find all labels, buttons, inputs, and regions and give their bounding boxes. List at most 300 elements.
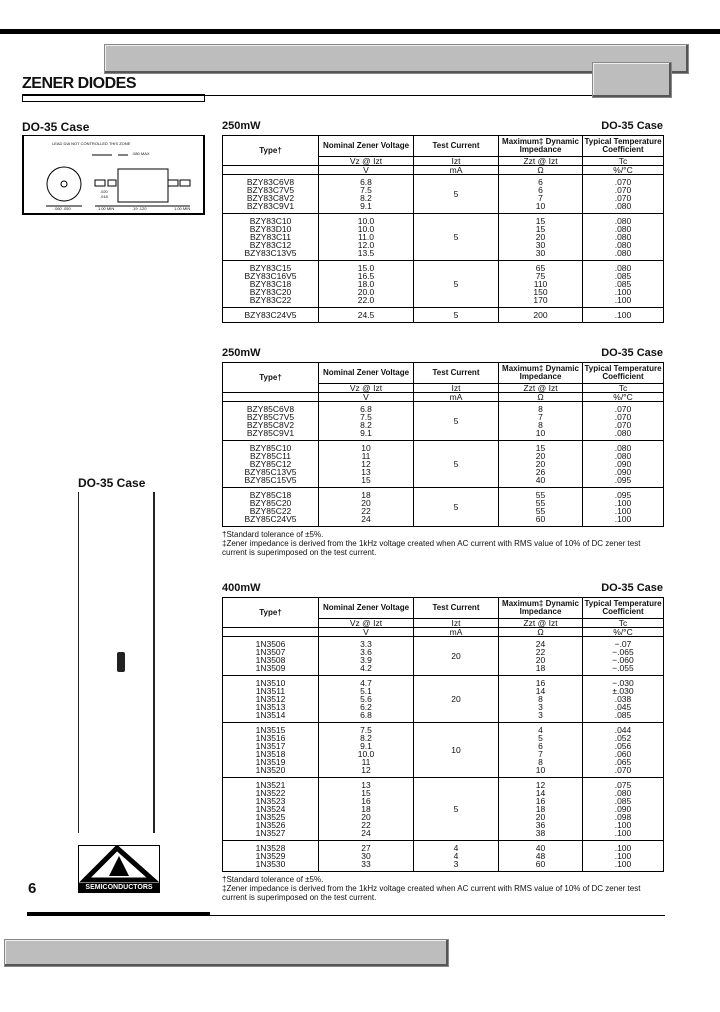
sym-vz: Vz @ Izt (319, 384, 414, 393)
sym-zzt: Zzt @ Izt (499, 619, 583, 628)
diode-icon (117, 652, 125, 672)
unit-row (223, 628, 664, 637)
unit-zzt: Ω (499, 166, 583, 175)
title-underline-box (22, 94, 205, 102)
cell: 4.2 (360, 663, 372, 673)
test-current: 5 (453, 459, 459, 469)
diagram-lead-len: 1.00 MIN (98, 206, 115, 211)
col-izt: Test Current (414, 136, 499, 157)
cell: 3.3 (360, 639, 372, 649)
cell: 1N3525 (255, 812, 286, 822)
cell: BZY85C24V5 (244, 514, 297, 524)
case-label: DO-35 Case (601, 347, 663, 359)
cell: BZY83C13V5 (244, 248, 297, 258)
table-row-group (223, 214, 664, 261)
col-type: Type† (223, 136, 319, 166)
cell: 6.8 (360, 177, 372, 187)
cell: BZY83C10 (249, 216, 292, 226)
cell: BZY85C7V5 (246, 412, 295, 422)
cell: .080 (614, 248, 632, 258)
test-current: 5 (453, 232, 459, 242)
cell: 15 (361, 788, 371, 798)
cell: .100 (614, 514, 632, 524)
cell: .085 (614, 710, 632, 720)
cell: 11 (361, 757, 371, 767)
case-heading-2: DO-35 Case (78, 476, 146, 490)
cell: 65 (535, 263, 546, 273)
cell: 22 (361, 820, 371, 830)
cell: 40 (535, 475, 546, 485)
table-row-group (223, 637, 664, 676)
table-row-group (223, 402, 664, 441)
cell: 6.8 (360, 404, 372, 414)
cell: 6 (538, 185, 543, 195)
cell: 16 (535, 796, 546, 806)
cell: 6 (538, 741, 543, 751)
cell: .080 (614, 216, 632, 226)
cell: 10 (535, 428, 546, 438)
cell: 1N3519 (255, 757, 286, 767)
table-row-group (223, 841, 664, 872)
cell: 110 (533, 279, 548, 289)
table-row-group (223, 175, 664, 214)
cell: .075 (614, 780, 632, 790)
cell: 12.0 (357, 240, 375, 250)
sym-izt: Izt (414, 619, 499, 628)
test-current: 5 (453, 416, 459, 426)
diagram-body-dia: .060 .050 (54, 206, 71, 211)
table-row-group (223, 723, 664, 778)
cell: 1N3510 (255, 678, 286, 688)
cell: BZY85C9V1 (246, 428, 295, 438)
table-section-1n35xx (222, 580, 663, 902)
cell: .095 (614, 475, 632, 485)
cell: 38 (535, 828, 546, 838)
cell: BZY85C15V5 (244, 475, 297, 485)
cell: .080 (614, 428, 632, 438)
cell: 1N3524 (255, 804, 286, 814)
cell: .100 (614, 843, 632, 853)
package-outline-diagram (22, 135, 205, 215)
cell: 1N3520 (255, 765, 286, 775)
cell: 170 (533, 295, 548, 305)
zener-table (222, 135, 664, 323)
cell: 1N3517 (255, 741, 286, 751)
bottom-rule-thick (27, 912, 210, 916)
cell: 4 (453, 851, 459, 861)
unit-row (223, 166, 664, 175)
cell: 10 (535, 201, 546, 211)
test-current: 5 (453, 279, 459, 289)
cell: 7.5 (360, 412, 372, 422)
cell: 1N3528 (255, 843, 286, 853)
col-tc: Typical Temperature Coefficient (583, 363, 664, 384)
cell: 20 (535, 459, 546, 469)
cell: 18.0 (357, 279, 375, 289)
cell: 3.6 (360, 647, 372, 657)
cell: 8.2 (360, 420, 372, 430)
unit-zzt: Ω (499, 628, 583, 637)
cell: .100 (614, 820, 632, 830)
table-section-bzy85 (222, 345, 663, 557)
sym-vz: Vz @ Izt (319, 619, 414, 628)
cell: 26 (535, 467, 546, 477)
header-row (223, 598, 664, 619)
footer-banner (4, 939, 449, 967)
cell: 20 (361, 812, 371, 822)
cell: 13 (361, 467, 371, 477)
sym-zzt: Zzt @ Izt (499, 384, 583, 393)
cell: .065 (614, 757, 632, 767)
cell: .100 (614, 506, 632, 516)
cell: 24 (535, 639, 546, 649)
sym-vz: Vz @ Izt (319, 157, 414, 166)
cell: −.055 (612, 663, 634, 673)
cell: BZY83C8V2 (246, 193, 295, 203)
col-vz: Nominal Zener Voltage (319, 598, 414, 619)
col-tc: Typical Temperature Coefficient (583, 136, 664, 157)
cell: .090 (614, 459, 632, 469)
cell: 200 (533, 310, 548, 320)
cell: 1N3508 (255, 655, 286, 665)
cell: 1N3512 (255, 694, 286, 704)
cell: .080 (614, 443, 632, 453)
cell: 7 (538, 412, 543, 422)
case-label: DO-35 Case (601, 582, 663, 594)
col-izt: Test Current (414, 363, 499, 384)
cell: .090 (614, 804, 632, 814)
cell: 1N3521 (255, 780, 286, 790)
cell: BZY83C11 (250, 232, 291, 242)
cell: BZY85C8V2 (246, 420, 295, 430)
cell: 1N3507 (255, 647, 286, 657)
cell: 9.1 (360, 741, 372, 751)
cell: BZY85C12 (249, 459, 292, 469)
cell: 8 (538, 757, 543, 767)
cell: 3 (538, 702, 543, 712)
unit-row (223, 393, 664, 402)
cell: .070 (614, 765, 632, 775)
cell: 7 (538, 749, 543, 759)
cell: 1N3526 (255, 820, 286, 830)
cell: 15.0 (357, 263, 375, 273)
cell: 30 (535, 248, 546, 258)
cell: BZY83D10 (249, 224, 292, 234)
cell: BZY83C6V8 (246, 177, 295, 187)
footnotes (222, 875, 663, 902)
diagram-lead-dia: .020 .018 (100, 189, 108, 199)
cell: 10 (535, 765, 546, 775)
cell: −.060 (612, 655, 634, 665)
cell: 8 (538, 694, 543, 704)
power-rating: 250mW (222, 120, 261, 132)
cell: .090 (614, 467, 632, 477)
cell: 48 (535, 851, 546, 861)
cell: .100 (614, 828, 632, 838)
package-strip (78, 492, 155, 833)
header-row (223, 363, 664, 384)
table-row-group (223, 778, 664, 841)
table-section-bzy83 (222, 118, 663, 323)
unit-izt: mA (414, 628, 499, 637)
cell: 7.5 (360, 185, 372, 195)
cell: 1N3516 (255, 733, 286, 743)
header-row (223, 136, 664, 157)
cell: ±.030 (612, 686, 634, 696)
cell: 20 (535, 812, 546, 822)
col-zzt: Maximum‡ Dynamic Impedance (499, 136, 583, 157)
top-rule (0, 29, 720, 34)
cell: .100 (614, 859, 632, 869)
cell: .100 (614, 310, 632, 320)
cell: 1N3527 (255, 828, 286, 838)
cell: 16 (535, 678, 546, 688)
test-current: 5 (453, 189, 459, 199)
cell: 22 (361, 506, 371, 516)
cell: BZY85C22 (249, 506, 292, 516)
cell: 1N3509 (255, 663, 286, 673)
table-row-group (223, 261, 664, 308)
test-current: 5 (453, 804, 459, 814)
cell: .070 (614, 420, 632, 430)
unit-vz: V (319, 628, 414, 637)
diagram-lead-len-2: 1.00 MIN (174, 206, 191, 211)
cell: 8.2 (360, 193, 372, 203)
title-rule (205, 95, 592, 96)
cell: 75 (535, 271, 546, 281)
cell: 1N3511 (255, 686, 286, 696)
bottom-rule (210, 915, 665, 916)
cell: .080 (614, 224, 632, 234)
cell: 3 (453, 859, 459, 869)
sym-zzt: Zzt @ Izt (499, 157, 583, 166)
test-current: 20 (451, 694, 461, 704)
cell: .070 (614, 177, 632, 187)
unit-vz: V (319, 393, 414, 402)
cell: .070 (614, 193, 632, 203)
cell: 60 (535, 514, 546, 524)
cell: 16.5 (357, 271, 375, 281)
cell: 33 (361, 859, 371, 869)
cell: .052 (614, 733, 632, 743)
cell: 18 (361, 490, 371, 500)
cell: 15 (535, 224, 546, 234)
cell: .045 (614, 702, 632, 712)
cell: 6.2 (360, 702, 372, 712)
cell: 9.1 (360, 428, 372, 438)
page-number: 6 (28, 880, 37, 897)
cell: 150 (533, 287, 548, 297)
cell: 6.8 (360, 710, 372, 720)
cell: 11 (361, 451, 371, 461)
table-row-group (223, 441, 664, 488)
zener-table (222, 362, 664, 527)
test-current: 5 (453, 502, 459, 512)
cell: .098 (614, 812, 632, 822)
cell: 20 (535, 655, 546, 665)
cell: 55 (535, 498, 546, 508)
sym-izt: Izt (414, 157, 499, 166)
case-label: DO-35 Case (601, 120, 663, 132)
cell: .085 (614, 279, 632, 289)
diagram-max-label: .080 MAX (132, 151, 150, 156)
cell: BZY83C20 (249, 287, 292, 297)
cell: −.07 (614, 639, 632, 649)
cell: 8 (538, 404, 543, 414)
cell: 15 (361, 475, 371, 485)
cell: 6 (538, 177, 543, 187)
cell: 22.0 (357, 295, 375, 305)
cell: 14 (535, 788, 546, 798)
table-row-group (223, 488, 664, 527)
test-current: 5 (453, 310, 459, 320)
diagram-body-len: .19 .120 (132, 206, 147, 211)
cell: 8 (538, 420, 543, 430)
cell: 8.2 (360, 733, 372, 743)
unit-tc: %/°C (583, 166, 664, 175)
cell: BZY83C9V1 (246, 201, 295, 211)
cell: 7.5 (360, 725, 372, 735)
cell: 9.1 (360, 201, 372, 211)
cell: .080 (614, 263, 632, 273)
logo-text: SEMICONDUCTORS (79, 883, 159, 892)
cell: 40 (535, 843, 546, 853)
cell: 1N3506 (255, 639, 286, 649)
cell: BZY83C22 (249, 295, 292, 305)
cell: 15 (535, 216, 546, 226)
cell: 55 (535, 490, 546, 500)
cell: .080 (614, 201, 632, 211)
unit-tc: %/°C (583, 393, 664, 402)
cell: 27 (361, 843, 371, 853)
cell: .070 (614, 404, 632, 414)
cell: 3.9 (360, 655, 372, 665)
company-logo (78, 845, 160, 893)
table-row-group (223, 308, 664, 323)
col-vz: Nominal Zener Voltage (319, 136, 414, 157)
col-zzt: Maximum‡ Dynamic Impedance (499, 598, 583, 619)
cell: 11.0 (358, 232, 374, 242)
sym-tc: Tc (583, 619, 664, 628)
cell: 5.6 (360, 694, 372, 704)
cell: .100 (614, 851, 632, 861)
cell: 12 (361, 765, 371, 775)
footnote-tolerance: †Standard tolerance of ±5%. (222, 875, 324, 884)
cell: 1N3518 (255, 749, 286, 759)
cell: .060 (614, 749, 632, 759)
cell: BZY85C18 (249, 490, 292, 500)
cell: BZY85C10 (249, 443, 292, 453)
unit-vz: V (319, 166, 414, 175)
cell: 4 (538, 725, 543, 735)
cell: −.065 (612, 647, 634, 657)
logo-triangle-icon (79, 846, 159, 884)
cell: 1N3530 (255, 859, 286, 869)
cell: 10.0 (357, 216, 375, 226)
cell: 12 (361, 459, 371, 469)
cell: 4 (453, 843, 459, 853)
col-zzt: Maximum‡ Dynamic Impedance (499, 363, 583, 384)
cell: BZY85C11 (250, 451, 291, 461)
cell: BZY85C13V5 (244, 467, 297, 477)
cell: .095 (614, 490, 632, 500)
cell: BZY83C16V5 (244, 271, 297, 281)
cell: 18 (535, 663, 546, 673)
cell: .070 (614, 185, 632, 195)
cell: BZY83C12 (249, 240, 292, 250)
footnote-impedance: ‡Zener impedance is derived from the 1kHz voltage created when AC current with RMS value of 10% of DC zener test current is superimposed on the test current. (222, 884, 641, 902)
case-heading: DO-35 Case (22, 120, 90, 134)
sym-tc: Tc (583, 384, 664, 393)
cell: .056 (614, 741, 632, 751)
cell: .038 (614, 694, 632, 704)
cell: 3 (538, 710, 543, 720)
col-vz: Nominal Zener Voltage (319, 363, 414, 384)
unit-tc: %/°C (583, 628, 664, 637)
cell: 55 (535, 506, 546, 516)
cell: BZY85C20 (249, 498, 292, 508)
unit-zzt: Ω (499, 393, 583, 402)
cell: 24.5 (357, 310, 375, 320)
cell: .080 (614, 232, 632, 242)
cell: .100 (614, 498, 632, 508)
cell: 18 (535, 804, 546, 814)
cell: 20 (535, 232, 546, 242)
cell: 1N3513 (255, 702, 286, 712)
cell: 20 (535, 451, 546, 461)
col-type: Type† (223, 598, 319, 628)
col-izt: Test Current (414, 598, 499, 619)
cell: 10 (361, 443, 371, 453)
power-rating: 250mW (222, 347, 261, 359)
cell: 1N3515 (255, 725, 286, 735)
header-tab (592, 62, 672, 98)
cell: BZY83C24V5 (244, 310, 297, 320)
cell: .080 (614, 788, 632, 798)
power-rating: 400mW (222, 582, 261, 594)
cell: .080 (614, 451, 632, 461)
cell: 15 (535, 443, 546, 453)
cell: BZY83C7V5 (246, 185, 295, 195)
cell: 30 (361, 851, 371, 861)
cell: 13.5 (357, 248, 375, 258)
cell: 12 (535, 780, 546, 790)
cell: 4.7 (360, 678, 372, 688)
cell: 36 (535, 820, 546, 830)
cell: 14 (535, 686, 546, 696)
cell: 1N3523 (255, 796, 286, 806)
diode-outline-drawing (24, 136, 203, 212)
cell: 1N3529 (255, 851, 286, 861)
diagram-lead-label: LEAD DIA NOT CONTROLLED THIS ZONE (52, 141, 131, 146)
cell: .100 (614, 287, 632, 297)
sym-tc: Tc (583, 157, 664, 166)
test-current: 10 (451, 745, 461, 755)
unit-izt: mA (414, 393, 499, 402)
col-tc: Typical Temperature Coefficient (583, 598, 664, 619)
cell: −.030 (612, 678, 634, 688)
footnote-impedance: ‡Zener impedance is derived from the 1kHz voltage created when AC current with RMS value of 10% of DC zener test current is superimposed on the test current. (222, 539, 641, 557)
cell: .070 (614, 412, 632, 422)
cell: 18 (361, 804, 371, 814)
cell: 20 (361, 498, 371, 508)
cell: 10.0 (357, 749, 375, 759)
cell: 30 (535, 240, 546, 250)
cell: 22 (535, 647, 546, 657)
footnote-tolerance: †Standard tolerance of ±5%. (222, 530, 324, 539)
test-current: 20 (451, 651, 461, 661)
cell: 7 (538, 193, 543, 203)
